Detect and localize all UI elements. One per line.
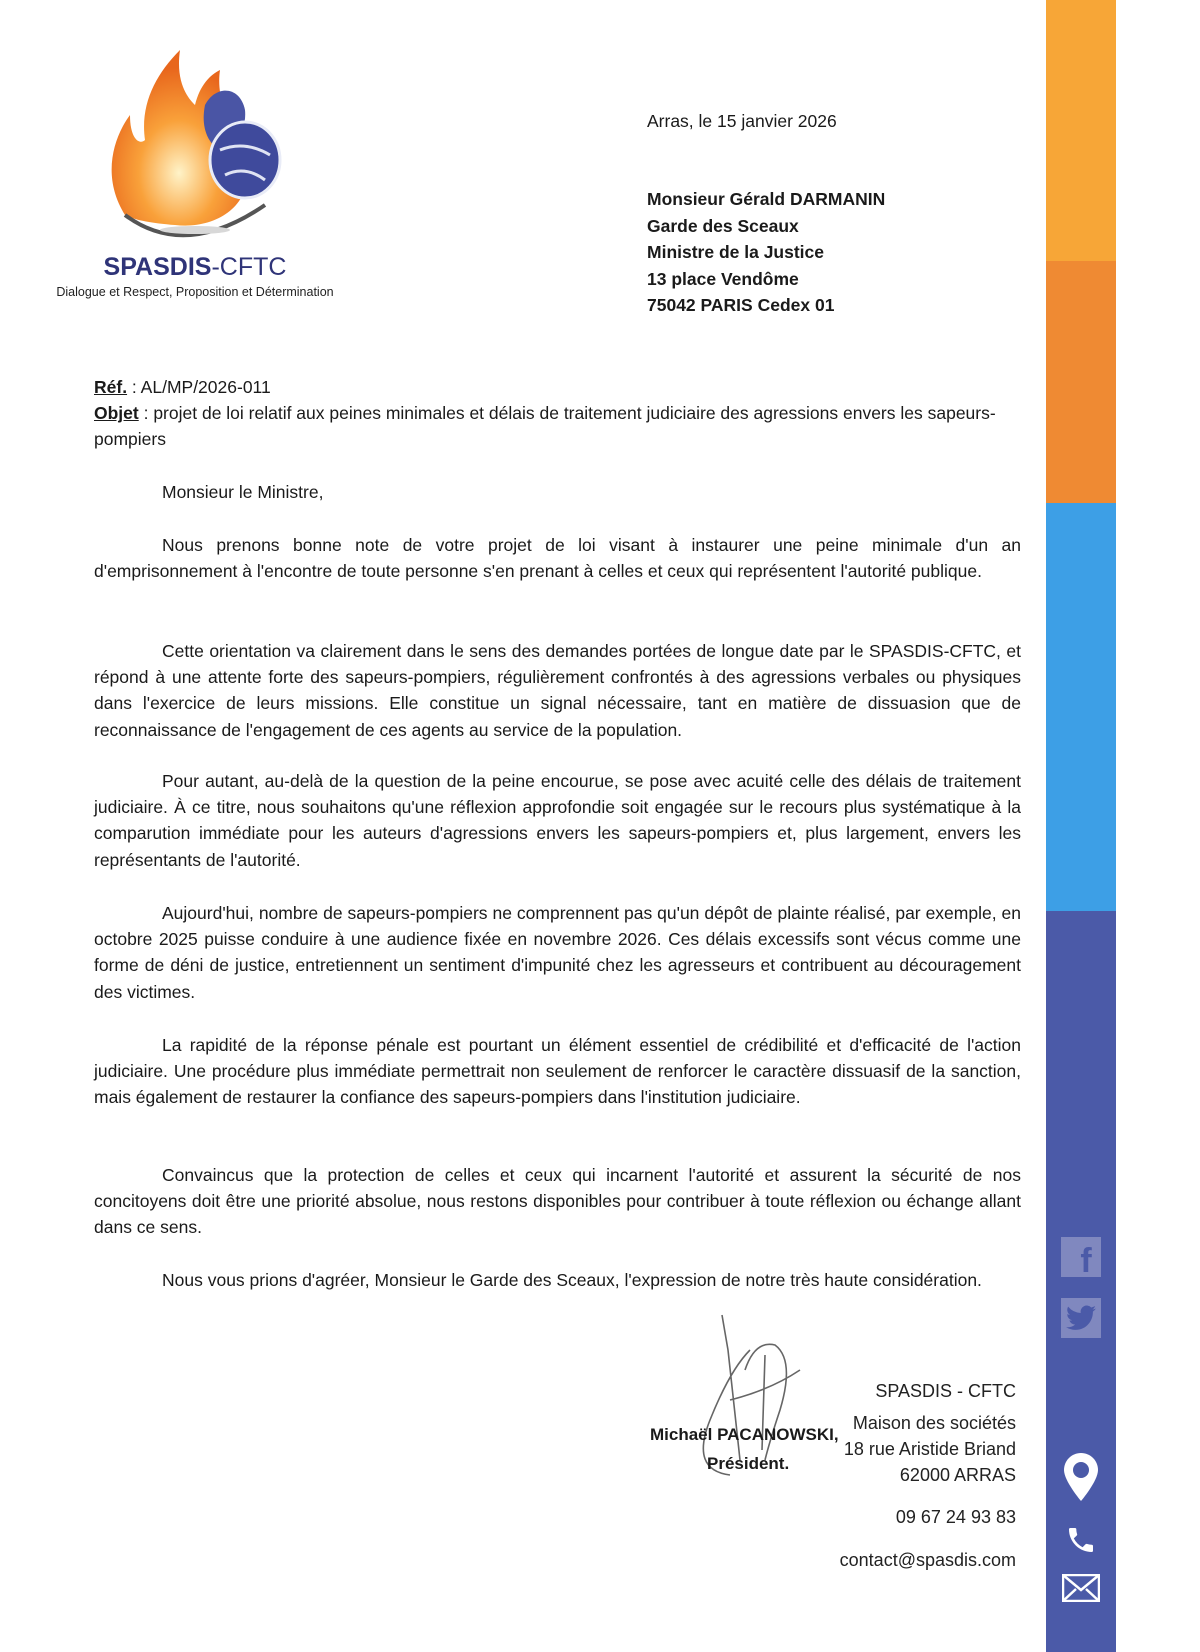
footer-phone: 09 67 24 93 83 bbox=[895, 1507, 1016, 1527]
body-paragraph bbox=[94, 900, 1021, 1005]
paragraph-text: Nous vous prions d'agréer, Monsieur le Garde des Sceaux, l'expression de notre très haute considération. bbox=[162, 1270, 982, 1290]
org-name-bold: SPASDIS bbox=[103, 253, 212, 281]
recipient-line: Ministre de la Justice bbox=[647, 242, 825, 262]
logo bbox=[95, 45, 295, 240]
recipient-line: Garde des Sceaux bbox=[647, 215, 799, 236]
signatory-name: Michaël PACANOWSKI, bbox=[650, 1425, 839, 1444]
body-paragraph bbox=[94, 1162, 1021, 1241]
paragraph-text: Pour autant, au-delà de la question de la peine encourue, se pose avec acuité celle des délais de traitement judiciaire. À ce titre, nous souhaitons qu'une réflexion approfondie soit engagée sur le recours plus systématique à la comparution immédiate pour les auteurs d'agressions envers les sapeurs-pompiers et, plus largement, envers les représentants de l'autorité. bbox=[94, 771, 1021, 870]
subject-label: Objet bbox=[94, 403, 139, 423]
paragraph-text: Cette orientation va clairement dans le sens des demandes portées de longue date par le SPASDIS-CFTC, et répond à une attente forte des sapeurs-pompiers, régulièrement confrontés à des agressions verbales ou physiques dans l'exercice de leurs missions. Elle constitue un signal nécessaire, tant en matière de dissuasion que de reconnaissance de l'engagement de ces agents au service de la population. bbox=[94, 641, 1021, 740]
paragraph-text: Aujourd'hui, nombre de sapeurs-pompiers ne comprennent pas qu'un dépôt de plainte réalisé, par exemple, en octobre 2025 puisse conduire à une audience fixée en novembre 2026. Ces délais excessifs sont vécus comme une forme de déni de justice, entretiennent un sentiment d'impunité chez les agresseurs et contribuent au découragement des victimes. bbox=[94, 903, 1021, 1002]
sidebar-band-orange-light bbox=[1046, 0, 1116, 261]
tagline: Dialogue et Respect, Proposition et Détermination bbox=[56, 285, 334, 299]
phone-icon bbox=[1061, 1520, 1101, 1560]
org-name-rest: -CFTC bbox=[211, 253, 287, 281]
footer-org: SPASDIS - CFTC bbox=[875, 1381, 1016, 1401]
paragraph-text: Convaincus que la protection de celles et ceux qui incarnent l'autorité et assurent la sécurité de nos concitoyens doit être une priorité absolue, nous restons disponibles pour contribuer à toute réflexion ou échange allant dans ce sens. bbox=[94, 1165, 1021, 1238]
reference-label: Réf. bbox=[94, 377, 128, 397]
recipient-line: 13 place Vendôme bbox=[647, 268, 799, 289]
recipient-line: Monsieur Gérald DARMANIN bbox=[647, 189, 886, 209]
body-paragraph bbox=[94, 638, 1021, 743]
twitter-icon[interactable] bbox=[1061, 1298, 1101, 1338]
footer-address-line: 62000 ARRAS bbox=[899, 1465, 1016, 1485]
sidebar-band-orange-dark bbox=[1046, 261, 1116, 503]
facebook-icon[interactable]: f bbox=[1061, 1237, 1101, 1277]
recipient-line: 75042 PARIS Cedex 01 bbox=[647, 295, 835, 315]
body-paragraph bbox=[94, 532, 1021, 584]
reference-value: : AL/MP/2026-011 bbox=[127, 377, 271, 397]
reference-line bbox=[94, 374, 1021, 400]
sidebar-band-blue bbox=[1046, 503, 1116, 911]
mail-icon bbox=[1061, 1568, 1101, 1608]
signatory-title: Président. bbox=[707, 1454, 790, 1473]
footer-address-line: Maison des sociétés bbox=[852, 1413, 1016, 1433]
paragraph-text: Nous prenons bonne note de votre projet de loi visant à instaurer une peine minimale d'un an d'emprisonnement à l'encontre de toute personne s'en prenant à celles et ceux qui représentent l'autorité publique. bbox=[94, 535, 1021, 582]
recipient-address bbox=[647, 186, 885, 319]
subject-line bbox=[94, 400, 1021, 452]
body-paragraph bbox=[94, 768, 1021, 873]
location-pin-icon bbox=[1061, 1452, 1101, 1502]
salutation: Monsieur le Ministre, bbox=[162, 482, 324, 502]
logo-flame-helmet-icon bbox=[95, 45, 295, 240]
footer-address-line: 18 rue Aristide Briand bbox=[843, 1439, 1016, 1459]
body-paragraph bbox=[94, 1032, 1021, 1111]
org-name bbox=[40, 253, 350, 282]
date-line: Arras, le 15 janvier 2026 bbox=[647, 111, 837, 131]
footer-email[interactable]: contact@spasdis.com bbox=[839, 1550, 1016, 1570]
subject-value: : projet de loi relatif aux peines minimales et délais de traitement judiciaire des agressions envers les sapeurs-pompiers bbox=[94, 403, 996, 450]
body-paragraph bbox=[94, 1267, 1021, 1293]
paragraph-text: La rapidité de la réponse pénale est pourtant un élément essentiel de crédibilité et d'efficacité de l'action judiciaire. Une procédure plus immédiate permettrait non seulement de renforcer le caractère dissuasif de la sanction, mais également de restaurer la confiance des sapeurs-pompiers dans l'institution judiciaire. bbox=[94, 1035, 1021, 1108]
